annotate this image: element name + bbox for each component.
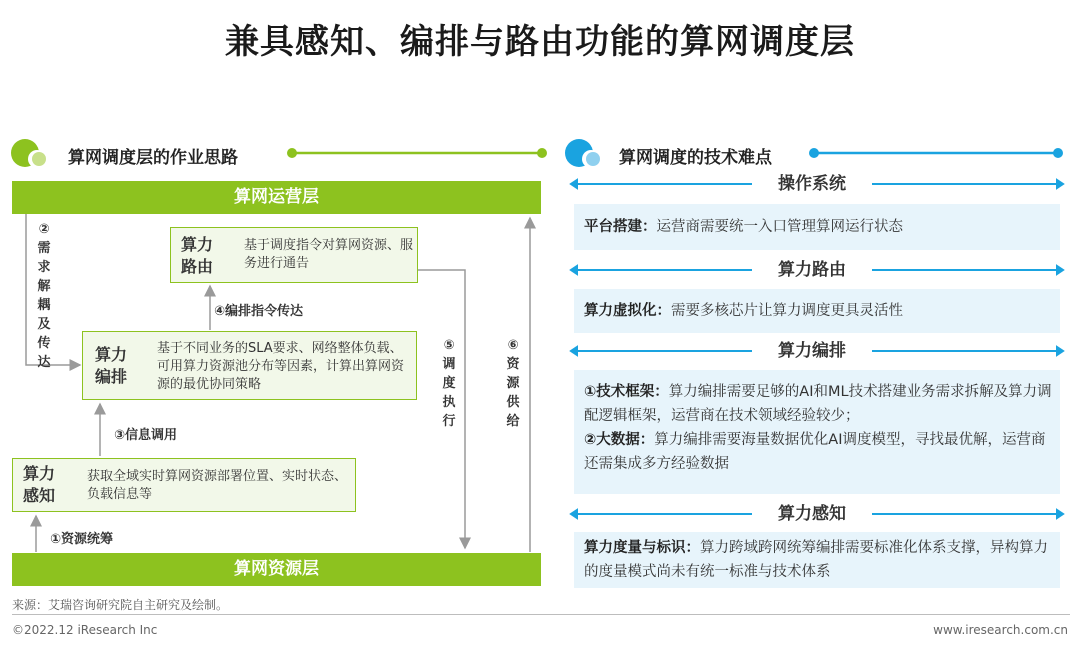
step5-label: ⑤调度执行 <box>442 338 456 429</box>
left-section-title: 算网调度层的作业思路 <box>68 148 238 168</box>
routing-difficulty-box <box>574 289 1060 333</box>
footer-divider <box>12 614 1070 615</box>
step2-label: ②需求解耦及传达 <box>37 222 51 370</box>
orchestration-box <box>82 331 417 400</box>
orchestration-heading-2: 编排 <box>95 367 128 386</box>
orchestration-heading-1: 算力 <box>95 345 128 364</box>
page-title: 兼具感知、编排与路由功能的算网调度层 <box>225 22 855 62</box>
routing-description: 基于调度指令对算网资源、服务进行通告 <box>244 238 414 271</box>
resource-layer-bar: 算网资源层 <box>12 553 541 586</box>
right-heading-icon <box>564 136 604 170</box>
perception-heading-2: 感知 <box>23 486 56 505</box>
right-heading-rule <box>808 146 1064 160</box>
routing-box <box>170 227 418 283</box>
operation-layer-bar: 算网运营层 <box>12 181 541 214</box>
os-text: 平台搭建：运营商需要统一入口管理算网运行状态 <box>584 219 903 235</box>
orchestration-difficulty-text: ①技术框架：算力编排需要足够的AI和ML技术搭建业务需求拆解及算力调配逻辑框架，运营商在技术领域经验较少； ②大数据：算力编排需要海量数据优化AI调度模型，寻找最优解，运营商还需集成多方经验数据 <box>584 384 1052 472</box>
perception-box <box>12 458 356 512</box>
routing-heading-2: 路由 <box>181 257 214 276</box>
category-orchestration: 算力编排 <box>752 340 872 362</box>
right-section-title: 算网调度的技术难点 <box>619 148 772 168</box>
os-box <box>574 204 1060 250</box>
category-os: 操作系统 <box>752 173 872 195</box>
routing-heading-1: 算力 <box>181 235 214 254</box>
step1-label: ①资源统筹 <box>50 532 114 547</box>
website-link[interactable]: www.iresearch.com.cn <box>933 623 1068 637</box>
category-perception: 算力感知 <box>752 503 872 525</box>
routing-difficulty-text: 算力虚拟化：需要多核芯片让算力调度更具灵活性 <box>584 303 903 319</box>
step3-label: ③信息调用 <box>114 428 178 443</box>
perception-description: 获取全域实时算网资源部署位置、实时状态、负载信息等 <box>87 469 348 502</box>
source-note: 来源：艾瑞咨询研究院自主研究及绘制。 <box>12 598 229 612</box>
orchestration-description: 基于不同业务的SLA要求、网络整体负载、可用算力资源池分布等因素，计算出算网资源的最优协同策略 <box>157 341 405 392</box>
perception-heading-1: 算力 <box>23 464 56 483</box>
step6-label: ⑥资源供给 <box>506 338 520 429</box>
copyright: ©2022.12 iResearch Inc <box>12 623 158 637</box>
orchestration-difficulty-box <box>574 370 1060 494</box>
category-routing: 算力路由 <box>752 259 872 281</box>
step4-label: ④编排指令传达 <box>214 304 304 319</box>
perception-difficulty-text: 算力度量与标识：算力跨域跨网统筹编排需要标准化体系支撑，异构算力的度量模式尚未有统一标准与技术体系 <box>584 540 1048 580</box>
perception-difficulty-box <box>574 532 1060 588</box>
